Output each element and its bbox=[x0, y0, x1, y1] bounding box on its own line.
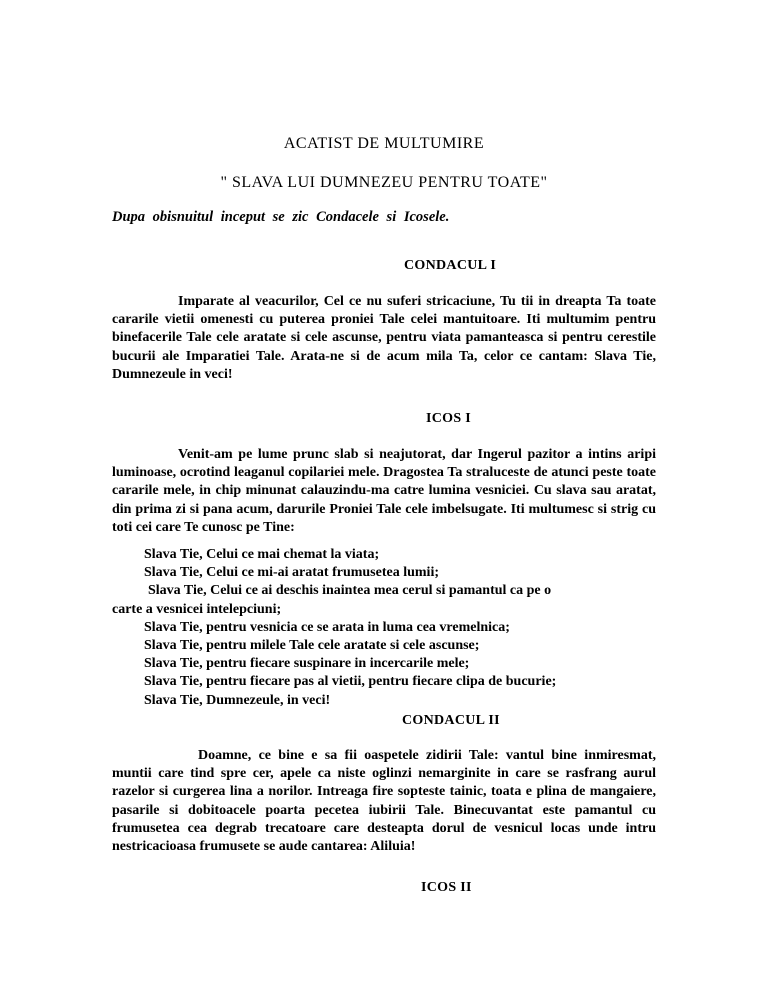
condac1-paragraph bbox=[112, 293, 656, 384]
icos1-line: Slava Tie, Celui ce ai deschis inaintea mea cerul si pamantul ca pe o bbox=[148, 583, 552, 599]
icos1-line: Slava Tie, pentru milele Tale cele aratate si cele ascunse; bbox=[144, 638, 480, 654]
condac2-text: Doamne, ce bine e sa fii oaspetele zidirii Tale: vantul bine inmiresmat, muntii care tind spre cer, apele ca niste oglinzi nemarginite in care se rasfrang aurul razelor si curgerea lina a norilor. Intreaga fire sopteste tainic, toata e plina de mangaiere, pasarile si dobitoacele poarta pecetea iubirii Tale. Binecuvantat este pamantul cu frumusetea cea degrab trecatoare care desteapta dorul de vesnicul locas unde intru nestricacioasa frumusete se aude cantarea: Aliluia! bbox=[112, 748, 656, 855]
icos1-line: Slava Tie, Celui ce mi-ai aratat frumusetea lumii; bbox=[144, 565, 439, 581]
icos1-line: carte a vesnicei intelepciuni; bbox=[112, 601, 282, 617]
icos1-line: Slava Tie, pentru vesnicia ce se arata in luma cea vremelnica; bbox=[144, 619, 510, 635]
condac2-heading: CONDACUL II bbox=[402, 713, 500, 728]
document-subtitle: " SLAVA LUI DUMNEZEU PENTRU TOATE" bbox=[220, 174, 548, 191]
icos1-line: Slava Tie, pentru fiecare suspinare in incercarile mele; bbox=[144, 656, 470, 672]
condac1-text: Imparate al veacurilor, Cel ce nu suferi stricaciune, Tu tii in dreapta Ta toate cararile vietii omenesti cu puterea proniei Tale celei mantuitoare. Iti multumim pentru binefacerile Tale cele aratate si cele ascunse, pentru viata pamanteasca si pentru cerestile bucurii ale Imparatiei Tale. Arata-ne si de acum mila Ta, celor ce cantam: Slava Tie, Dumnezeule in veci! bbox=[112, 294, 656, 382]
intro-line: Dupa obisnuitul inceput se zic Condacele si Icosele. bbox=[112, 209, 450, 225]
icos1-line: Slava Tie, pentru fiecare pas al vietii, pentru fiecare clipa de bucurie; bbox=[144, 674, 557, 690]
icos1-text: Venit-am pe lume prunc slab si neajutorat, dar Ingerul pazitor a intins aripi luminoase, ocrotind leaganul copilariei mele. Dragostea Ta straluceste de atunci peste toate cararile mele, in chip minunat calauzindu-ma catre lumina vesniciei. Cu slava sau aratat, din prima zi si pana acum, darurile Proniei Tale cele imbelsugate. Iti multumesc si strig cu toti cei care Te cunosc pe Tine: bbox=[112, 447, 656, 535]
document-title: ACATIST DE MULTUMIRE bbox=[283, 135, 485, 152]
icos2-heading: ICOS II bbox=[421, 880, 472, 895]
icos1-heading: ICOS I bbox=[426, 411, 471, 426]
icos1-line: Slava Tie, Dumnezeule, in veci! bbox=[144, 692, 331, 708]
condac1-heading: CONDACUL I bbox=[404, 258, 497, 273]
icos1-paragraph bbox=[112, 446, 656, 537]
icos1-lines bbox=[112, 546, 656, 710]
condac2-paragraph bbox=[112, 747, 656, 856]
icos1-line: Slava Tie, Celui ce mai chemat la viata; bbox=[144, 547, 380, 562]
